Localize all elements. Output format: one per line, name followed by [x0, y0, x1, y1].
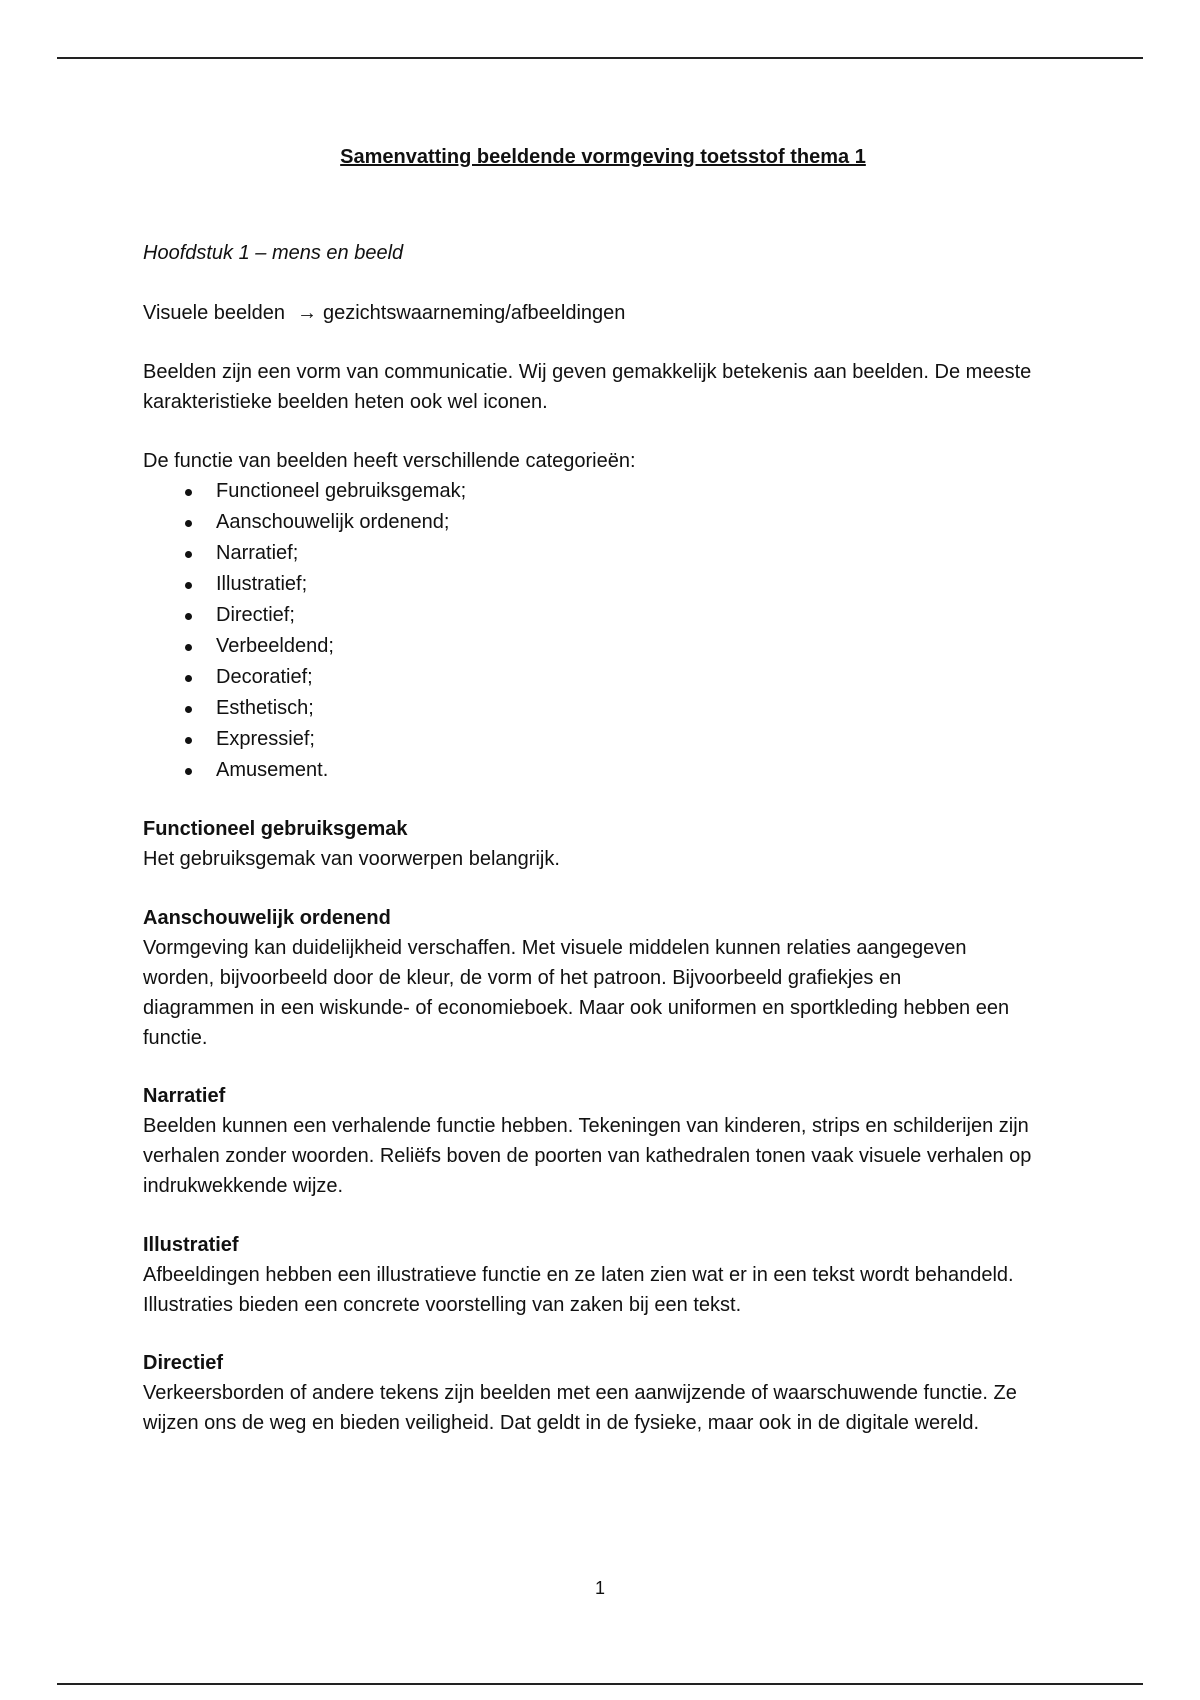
- bullet-icon: [185, 768, 192, 775]
- section-text: Vormgeving kan duidelijkheid verschaffen. Met visuele middelen kunnen relaties aangegeven worden, bijvoorbeeld door de kleur, de vorm of het patroon. Bijvoorbeeld grafiekjes en diagrammen in een wiskunde- of economieboek. Maar ook uniformen en sportkleding hebben een functie.: [143, 937, 1010, 1049]
- list-item: Decoratief;: [143, 662, 466, 693]
- page-number: 1: [594, 1578, 605, 1598]
- list-item: Verbeeldend;: [143, 631, 466, 662]
- section-aanschouwelijk: [143, 903, 1013, 1053]
- bullet-icon: [185, 520, 192, 527]
- visual-line: [143, 298, 1063, 328]
- section-functioneel: [143, 814, 1063, 874]
- bullet-icon: [185, 489, 192, 496]
- list-item: Expressief;: [143, 724, 466, 755]
- section-narratief: [143, 1081, 1058, 1201]
- functions-list: [143, 476, 466, 786]
- chapter-heading: Hoofdstuk 1 – mens en beeld: [143, 242, 404, 264]
- intro-paragraph: Beelden zijn een vorm van communicatie. Wij geven gemakkelijk betekenis aan beelden. De meeste karakteristieke beelden heten ook wel iconen.: [143, 361, 1032, 413]
- top-rule: [57, 57, 1143, 59]
- list-item: Esthetisch;: [143, 693, 466, 724]
- visual-text: gezichtswaarneming/afbeeldingen: [322, 302, 626, 324]
- section-heading: Directief: [143, 1352, 224, 1374]
- document-title: Samenvatting beeldende vormgeving toetsstof thema 1: [340, 146, 866, 168]
- list-item: Aanschouwelijk ordenend;: [143, 507, 466, 538]
- list-item: Illustratief;: [143, 569, 466, 600]
- section-heading: Functioneel gebruiksgemak: [143, 818, 408, 840]
- bottom-rule: [57, 1683, 1143, 1685]
- list-item: Amusement.: [143, 755, 466, 786]
- list-item: Directief;: [143, 600, 466, 631]
- bullet-icon: [185, 706, 192, 713]
- visual-label: Visuele beelden: [143, 302, 285, 324]
- section-heading: Aanschouwelijk ordenend: [143, 907, 391, 929]
- section-heading: Narratief: [143, 1085, 226, 1107]
- section-text: Het gebruiksgemak van voorwerpen belangrijk.: [143, 848, 560, 870]
- bullet-icon: [185, 551, 192, 558]
- section-directief: [143, 1348, 1043, 1438]
- bullet-icon: [185, 613, 192, 620]
- section-text: Afbeeldingen hebben een illustratieve functie en ze laten zien wat er in een tekst wordt behandeld. Illustraties bieden een concrete voorstelling van zaken bij een tekst.: [143, 1264, 1014, 1316]
- arrow-right-icon: →: [296, 302, 317, 324]
- section-heading: Illustratief: [143, 1234, 239, 1256]
- list-item: Narratief;: [143, 538, 466, 569]
- section-illustratief: [143, 1230, 1023, 1320]
- section-text: Verkeersborden of andere tekens zijn beelden met een aanwijzende of waarschuwende functie. Ze wijzen ons de weg en bieden veiligheid. Dat geldt in de fysieke, maar ook in de digitale wereld.: [143, 1382, 1017, 1434]
- section-text: Beelden kunnen een verhalende functie hebben. Tekeningen van kinderen, strips en schilderijen zijn verhalen zonder woorden. Reliëfs boven de poorten van kathedralen tonen vaak visuele verhalen op indrukwekkende wijze.: [143, 1115, 1032, 1197]
- bullet-icon: [185, 582, 192, 589]
- bullet-icon: [185, 675, 192, 682]
- bullet-icon: [185, 737, 192, 744]
- functions-intro: De functie van beelden heeft verschillende categorieën:: [143, 450, 636, 472]
- list-item: Functioneel gebruiksgemak;: [143, 476, 466, 507]
- bullet-icon: [185, 644, 192, 651]
